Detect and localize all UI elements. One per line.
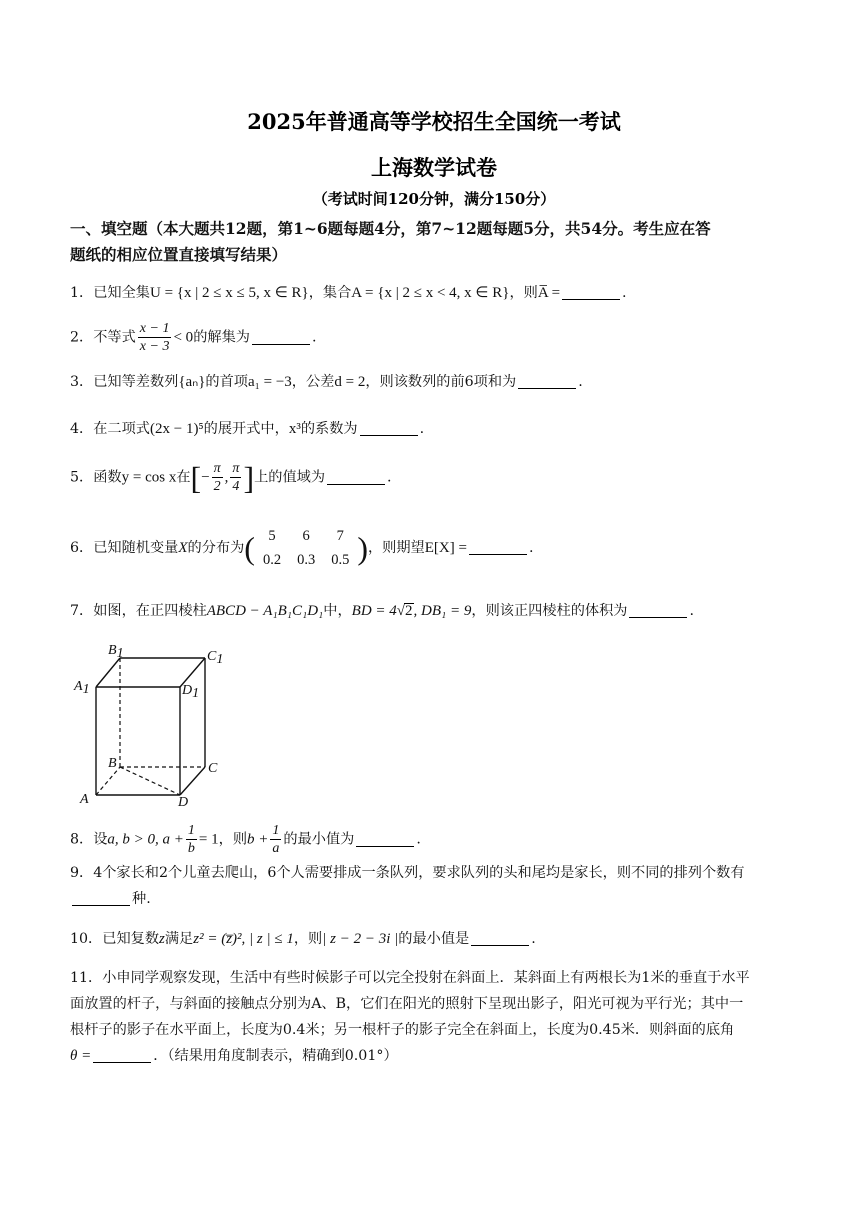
exam-subtitle: 上海数学试卷: [371, 155, 497, 180]
question-4: 4．在二项式(2x − 1)⁵的展开式中，x³的系数为 .: [70, 421, 425, 437]
answer-blank[interactable]: [93, 1046, 151, 1063]
question-3: 3．已知等差数列{aₙ}的首项a₁ = −3，公差d = 2，则该数列的前6项和为 .: [70, 374, 583, 390]
answer-blank[interactable]: [356, 830, 414, 847]
vertex-label-b: B: [108, 756, 117, 771]
answer-blank[interactable]: [252, 328, 310, 345]
section-heading: 一、填空题（本大题共12题，第1~6题每题4分，第7~12题每题5分，共54分。考生应在答 题纸的相应位置直接填写结果）: [70, 219, 711, 264]
question-6: 6．已知随机变量X的分布为( 5 6 7 0.2 0.3 0.5 )，则期望E[X] = .: [70, 524, 800, 572]
answer-blank[interactable]: [327, 468, 385, 485]
question-10: 10．已知复数z满足z² = (z̅)², | z | ≤ 1，则| z − 2 − 3i |的最小值是 .: [70, 931, 536, 947]
exam-title: 2025年普通高等学校招生全国统一考试: [247, 109, 621, 134]
answer-blank[interactable]: [518, 372, 576, 389]
vertex-label-c: C: [208, 761, 218, 776]
answer-blank[interactable]: [72, 889, 130, 906]
exam-info: （考试时间120分钟，满分150分）: [312, 190, 556, 208]
answer-blank[interactable]: [471, 929, 529, 946]
answer-blank[interactable]: [360, 419, 418, 436]
distribution-matrix: 5 6 7 0.2 0.3 0.5: [262, 528, 350, 568]
fraction: $\frac{x - 1}{x - 3}$: [139, 321, 170, 354]
question-1: 1．已知全集U = {x | 2 ≤ x ≤ 5, x ∈ R}，集合A = {x | 2 ≤ x < 4, x ∈ R}，则A̅ = .: [70, 285, 627, 301]
vertex-label-d: D: [178, 795, 189, 810]
question-5: 5．函数y = cos x在[− $\frac{\pi}{2}$ , $\frac{\pi}{4}$ ]上的值域为 .: [70, 459, 392, 496]
prism-figure: [70, 640, 230, 810]
question-9: 9．4个家长和2个儿童去爬山，6个人需要排成一条队列，要求队列的头和尾均是家长，则不同的排列个数有 种.: [70, 865, 745, 907]
question-11: 11．小申同学观察发现，生活中有些时候影子可以完全投射在斜面上．某斜面上有两根长为1米的垂直于水平 面放置的杆子，与斜面的接触点分别为A、B，它们在阳光的照射下呈现出影子，阳光可视为平行光；其中一 根杆子的影子在水平面上，长度为0.4米；另一根杆子的影子完全在斜面上，长度为0.45米．则斜面的底角 θ = ．（结果用角度制表示，精确到0.01°）: [70, 970, 750, 1064]
vertex-label-a1: A1: [74, 679, 90, 697]
answer-blank[interactable]: [629, 601, 687, 618]
question-2: 2．不等式 $\frac{x - 1}{x - 3}$ < 0的解集为 .: [70, 321, 317, 354]
answer-blank[interactable]: [562, 283, 620, 300]
question-8: 8．设a, b > 0, a + $\frac{1}{b}$ = 1，则b + $\frac{1}{a}$ 的最小值为 .: [70, 823, 421, 856]
answer-blank[interactable]: [469, 538, 527, 555]
vertex-label-a: A: [80, 792, 89, 807]
vertex-label-c1: C1: [207, 649, 224, 667]
question-7: 7．如图，在正四棱柱ABCD − A₁B₁C₁D₁中，BD = 4√2, DB₁ = 9，则该正四棱柱的体积为 .: [70, 603, 694, 619]
vertex-label-b1: B1: [108, 643, 124, 661]
vertex-label-d1: D1: [182, 683, 200, 701]
